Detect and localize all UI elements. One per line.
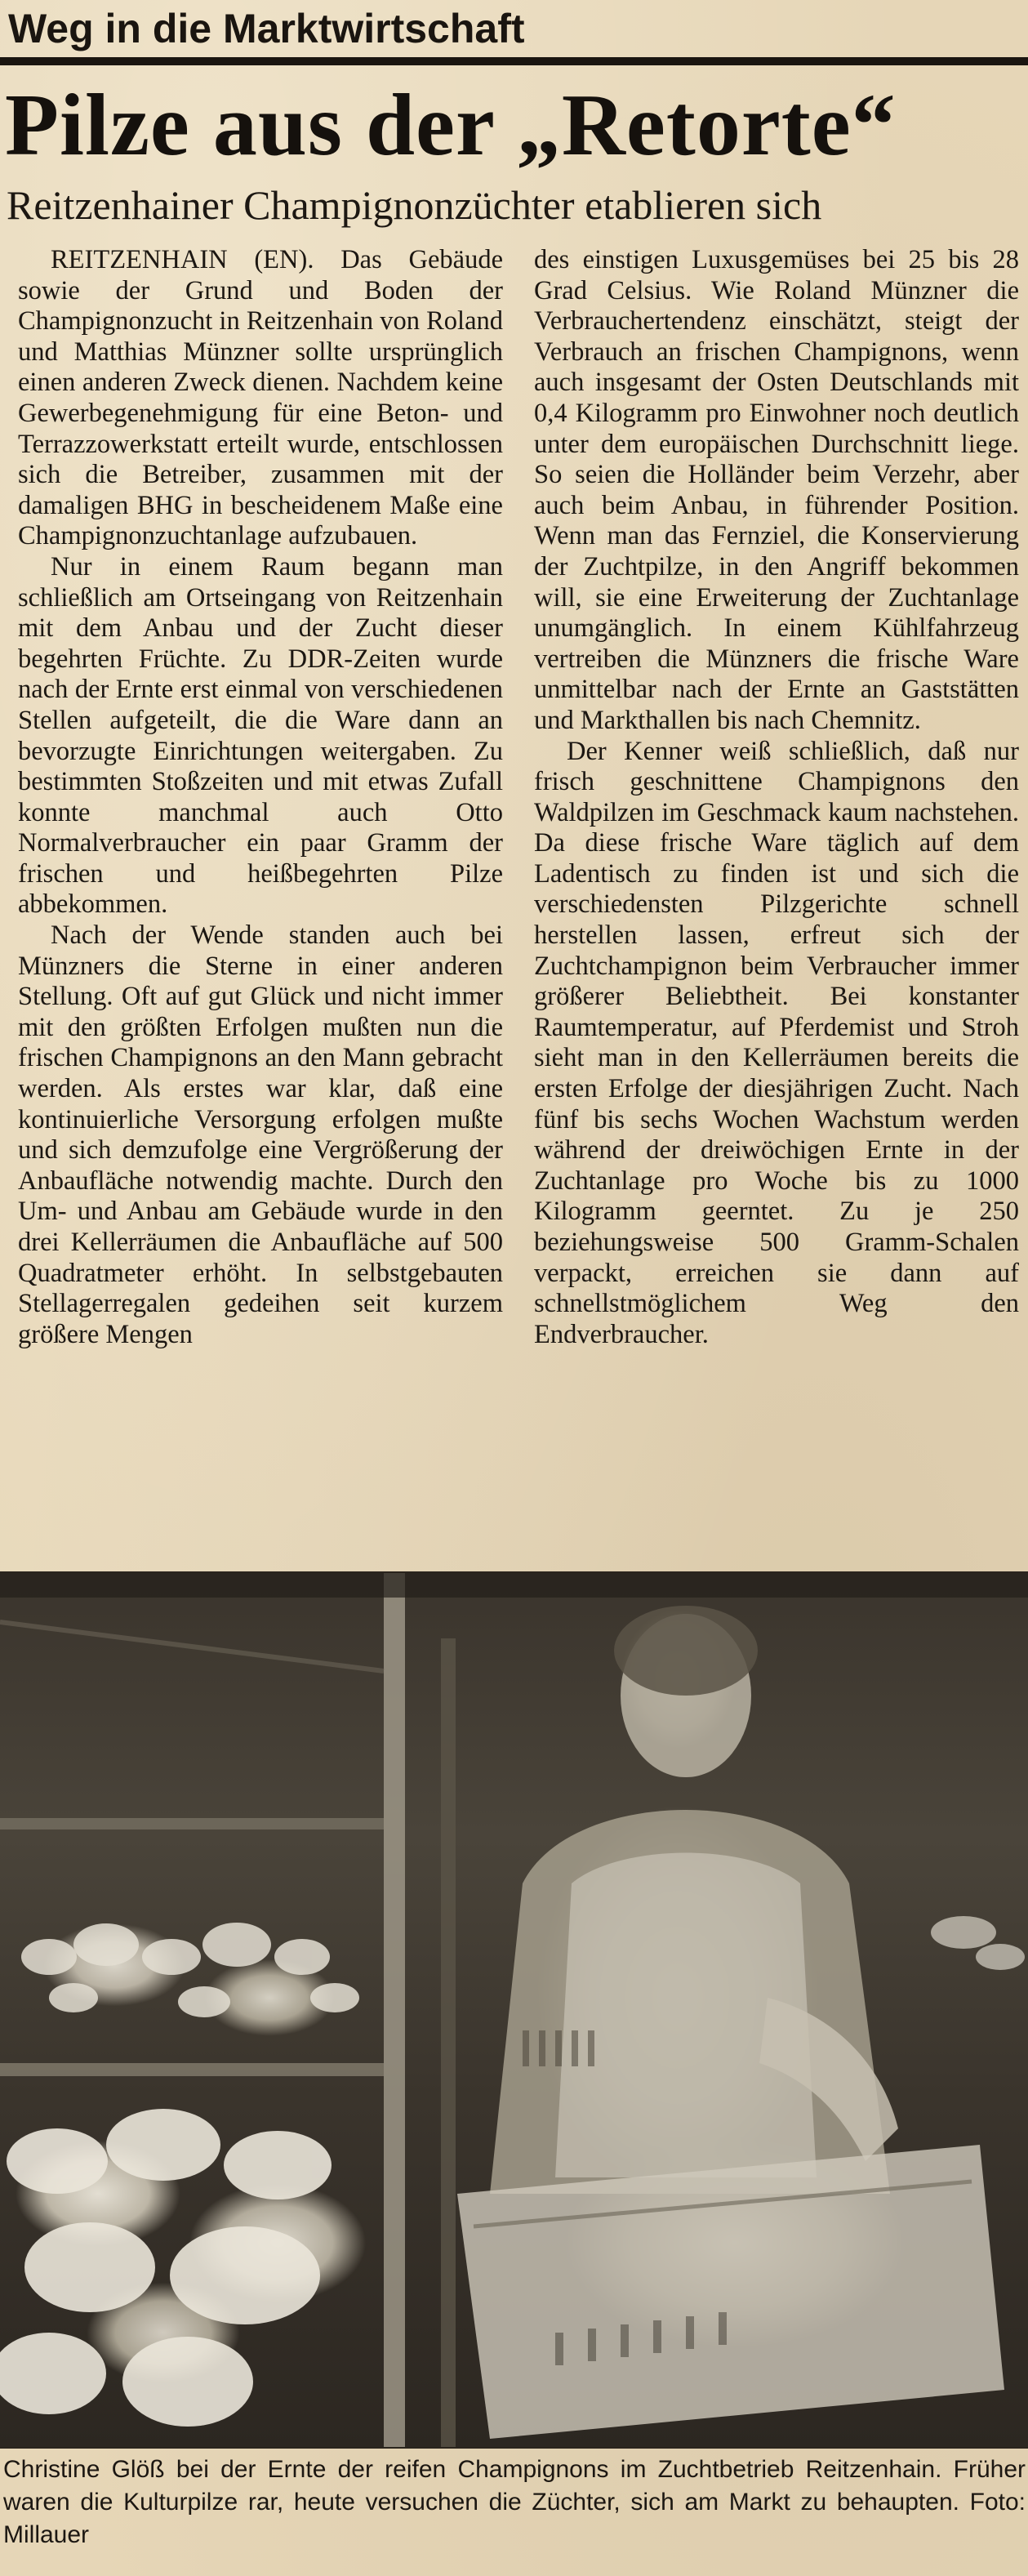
paragraph: Der Kenner weiß schließlich, daß nur frisch geschnittene Champignons den Waldpilzen im Geschmack kaum nachstehen. Da diese frische Ware täglich auf dem Ladentisch zu finden ist und sich die verschiedensten Pilzgerichte schnell herstellen lassen, erfreut sich der Zuchtchampignon beim Verbraucher immer größerer Beliebtheit. Bei konstanter Raumtemperatur, auf Pferdemist und Stroh sieht man in den Kellerräumen bereits die ersten Erfolge der diesjährigen Zucht. Nach fünf bis sechs Wochen Wachstum werden während der dreiwöchigen Ernte in der Zuchtanlage pro Woche bis zu 1000 Kilogramm geerntet. Zu je 250 beziehungsweise 500 Gramm-Schalen verpackt, erreichen sie dann auf schnellstmöglichem Weg den Endverbraucher. xyxy=(534,736,1019,1349)
article-column-right xyxy=(534,245,1019,1535)
kicker-text: Weg in die Marktwirtschaft xyxy=(8,6,525,51)
paragraph: REITZENHAIN (EN). Das Gebäude sowie der Grund und Boden der Champignonzucht in Reitzenhain von Roland und Matthias Münzner sollte ursprünglich einen anderen Zweck dienen. Nachdem keine Gewerbegenehmigung für eine Beton- und Terrazzowerkstatt erteilt wurde, entschlossen sich die Betreiber, zusammen mit der damaligen BHG in bescheidenem Maße eine Champignonzuchtanlage aufzubauen. xyxy=(18,245,503,551)
paragraph: Nur in einem Raum begann man schließlich am Ortseingang von Reitzenhain mit dem Anbau und der Zucht dieser begehrten Früchte. Zu DDR-Zeiten wurde nach der Ernte erst einmal von verschiedenen Stellen aufgeteilt, die die Ware dann an bevorzugte Einrichtungen weitergaben. Zu bestimmten Stoßzeiten und mit etwas Zufall konnte manchmal auch Otto Normalverbraucher ein paar Gramm der frischen und heißbegehrten Pilze abbekommen. xyxy=(18,551,503,920)
photo-caption: Christine Glöß bei der Ernte der reifen Champignons im Zuchtbetrieb Reitzenhain. Früher waren die Kulturpilze rar, heute versuchen die Züchter, sich am Markt zu behaupten. Foto: Millauer xyxy=(3,2456,1026,2548)
kicker-rule xyxy=(0,57,1028,65)
section-kicker xyxy=(0,0,1028,59)
mushroom-harvest-photo-illustration xyxy=(0,1573,1028,2447)
article-photo xyxy=(0,1571,1028,2449)
subheadline: Reitzenhainer Champignonzüchter etablieren sich xyxy=(7,182,822,228)
headline: Pilze aus der „Retorte“ xyxy=(5,77,897,174)
article-column-left xyxy=(18,245,503,1535)
paragraph: des einstigen Luxusgemüses bei 25 bis 28 Grad Celsius. Wie Roland Münzner die Verbrauchertendenz einschätzt, steigt der Verbrauch an frischen Champignons, wenn auch insgesamt der Osten Deutschlands mit 0,4 Kilogramm pro Einwohner noch deutlich unter dem europäischen Durchschnitt liege. So seien die Holländer beim Verzehr, aber auch beim Anbau, in führender Position. Wenn man das Fernziel, die Konservierung der Zuchtpilze, in den Angriff bekommen will, sie eine Erweiterung der Zuchtanlage unumgänglich. In einem Kühlfahrzeug vertreiben die Münzners die frische Ware unmittelbar nach der Ernte an Gaststätten und Markthallen bis nach Chemnitz. xyxy=(534,245,1019,735)
article-body xyxy=(18,245,1019,1535)
paragraph: Nach der Wende standen auch bei Münzners die Sterne in einer anderen Stellung. Oft auf gut Glück und nicht immer mit den größten Erfolgen mußten nun die frischen Champignons an den Mann gebracht werden. Als erstes war klar, daß eine kontinuierliche Versorgung erfolgen mußte und sich demzufolge eine Vergrößerung der Anbaufläche notwendig machte. Durch den Um- und Anbau am Gebäude wurde in den drei Kellerräumen die Anbaufläche auf 500 Quadratmeter erhöht. In selbstgebauten Stellagerregalen gedeihen seit kurzem größere Mengen xyxy=(18,920,503,1349)
